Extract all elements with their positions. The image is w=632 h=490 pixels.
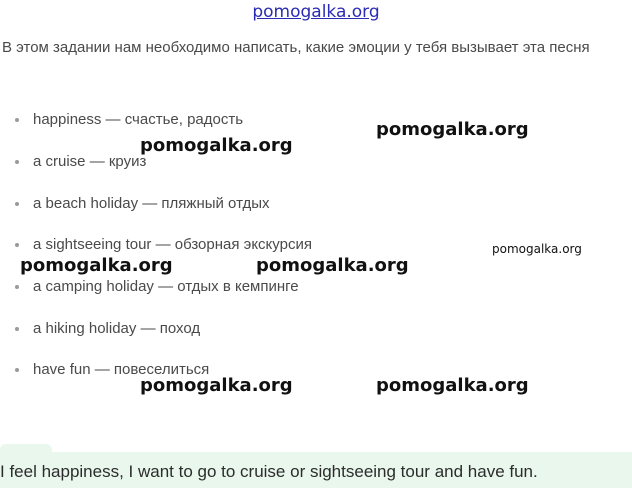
watermark-text: pomogalka.org xyxy=(140,375,293,396)
watermark-text: pomogalka.org xyxy=(376,119,529,140)
answer-text: I feel happiness, I want to go to cruise or sightseeing tour and have fun. xyxy=(0,462,538,481)
bullet-icon xyxy=(15,368,19,372)
vocab-text: a cruise — круиз xyxy=(33,153,147,170)
vocab-text: a beach holiday — пляжный отдых xyxy=(33,195,270,212)
watermark-text: pomogalka.org xyxy=(492,242,582,256)
bullet-icon xyxy=(15,160,19,164)
bullet-icon xyxy=(15,327,19,331)
watermark-text: pomogalka.org xyxy=(20,255,173,276)
site-watermark-link[interactable]: pomogalka.org xyxy=(252,2,380,22)
bullet-icon xyxy=(15,202,19,206)
vocab-text: a sightseeing tour — обзорная экскурсия xyxy=(33,236,312,253)
vocab-text: happiness — счастье, радость xyxy=(33,111,244,128)
task-intro-text: В этом задании нам необходимо написать, какие эмоции у тебя вызывает эта песня xyxy=(2,39,590,56)
vocab-text: a hiking holiday — поход xyxy=(33,320,201,337)
bullet-icon xyxy=(15,243,19,247)
watermark-text: pomogalka.org xyxy=(256,255,409,276)
watermark-text: pomogalka.org xyxy=(376,375,529,396)
watermark-text: pomogalka.org xyxy=(140,135,293,156)
vocab-text: have fun — повеселиться xyxy=(33,361,210,378)
vocab-text: a camping holiday — отдых в кемпинге xyxy=(33,278,299,295)
bullet-icon xyxy=(15,118,19,122)
bullet-icon xyxy=(15,285,19,289)
